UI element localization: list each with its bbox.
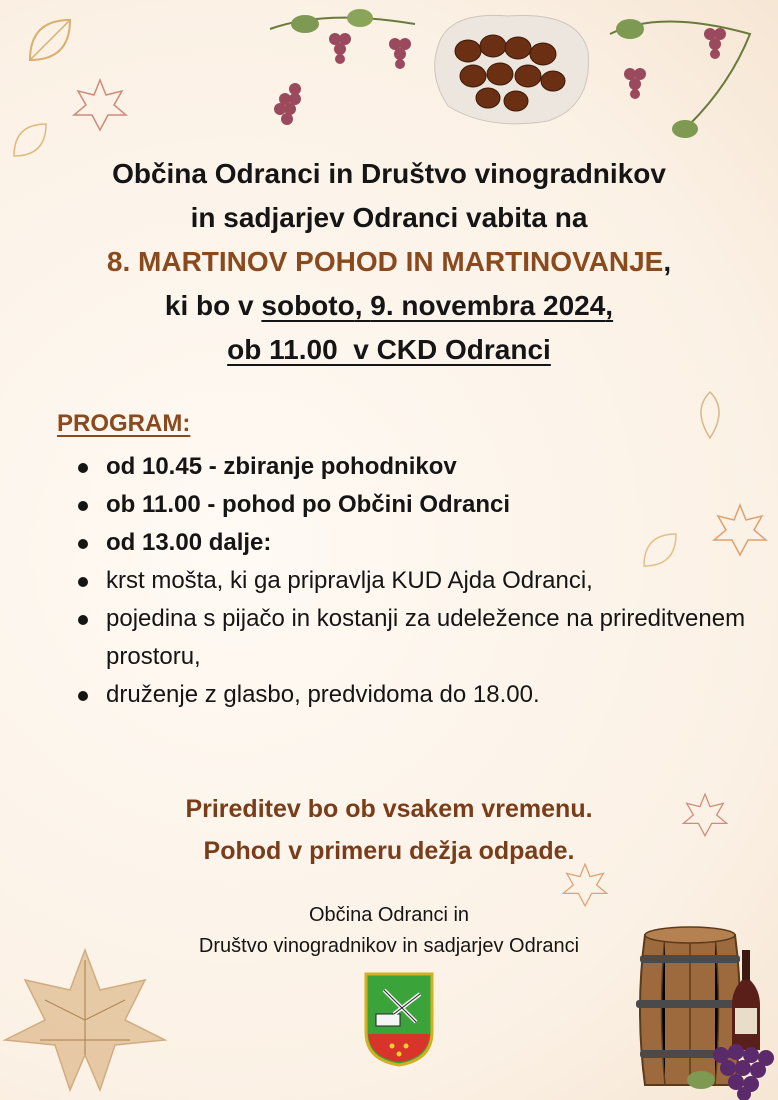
list-item: druženje z glasbo, predvidoma do 18.00. [66,676,756,714]
leaf-icon [690,390,730,440]
event-title: 8. MARTINOV POHOD IN MARTINOVANJE, [106,246,672,277]
list-item: ob 11.00 - pohod po Občini Odranci [66,486,756,524]
grape-vine-right-icon [600,4,760,144]
list-item: pojedina s pijačo in kostanji za udeležence na prireditvenem prostoru, [66,600,756,676]
chestnut-bowl-icon [428,6,593,128]
coat-of-arms-icon [364,972,434,1067]
grape-vine-left-icon [265,4,425,134]
signature-line-1: Občina Odranci in [308,904,470,926]
list-item: krst mošta, ki ga pripravlja KUD Ajda Odranci, [66,562,756,600]
event-time-place: ob 11.00 v CKD Odranci [227,334,551,365]
closing-line-1: Prireditev bo ob vsakem vremenu. [185,795,593,823]
signature [0,900,778,962]
invitation-line-1: Občina Odranci in Društvo vinogradnikov [112,158,666,189]
event-day: soboto [261,290,355,321]
invitation-heading [0,152,778,372]
maple-leaf-outline-icon [70,75,130,135]
date-prefix: ki bo v [164,290,254,321]
list-item: od 13.00 dalje: [66,524,756,562]
list-item: od 10.45 - zbiranje pohodnikov [66,448,756,486]
maple-leaf-icon [0,940,170,1100]
invitation-line-2: in sadjarjev Odranci vabita na [190,202,588,233]
leaf-icon [25,15,75,65]
grape-icon [686,1030,778,1100]
program-title: PROGRAM: [57,410,191,437]
event-date: 9. novembra 2024 [370,290,606,321]
event-title-text: 8. MARTINOV POHOD IN MARTINOVANJE [106,246,664,277]
closing-note [0,788,778,872]
program-list [66,448,756,714]
closing-line-2: Pohod v primeru dežja odpade. [203,837,575,865]
invitation-date-line: ki bo v soboto, 9. novembra 2024, [164,290,614,321]
signature-line-2: Društvo vinogradnikov in sadjarjev Odranci [198,935,580,957]
